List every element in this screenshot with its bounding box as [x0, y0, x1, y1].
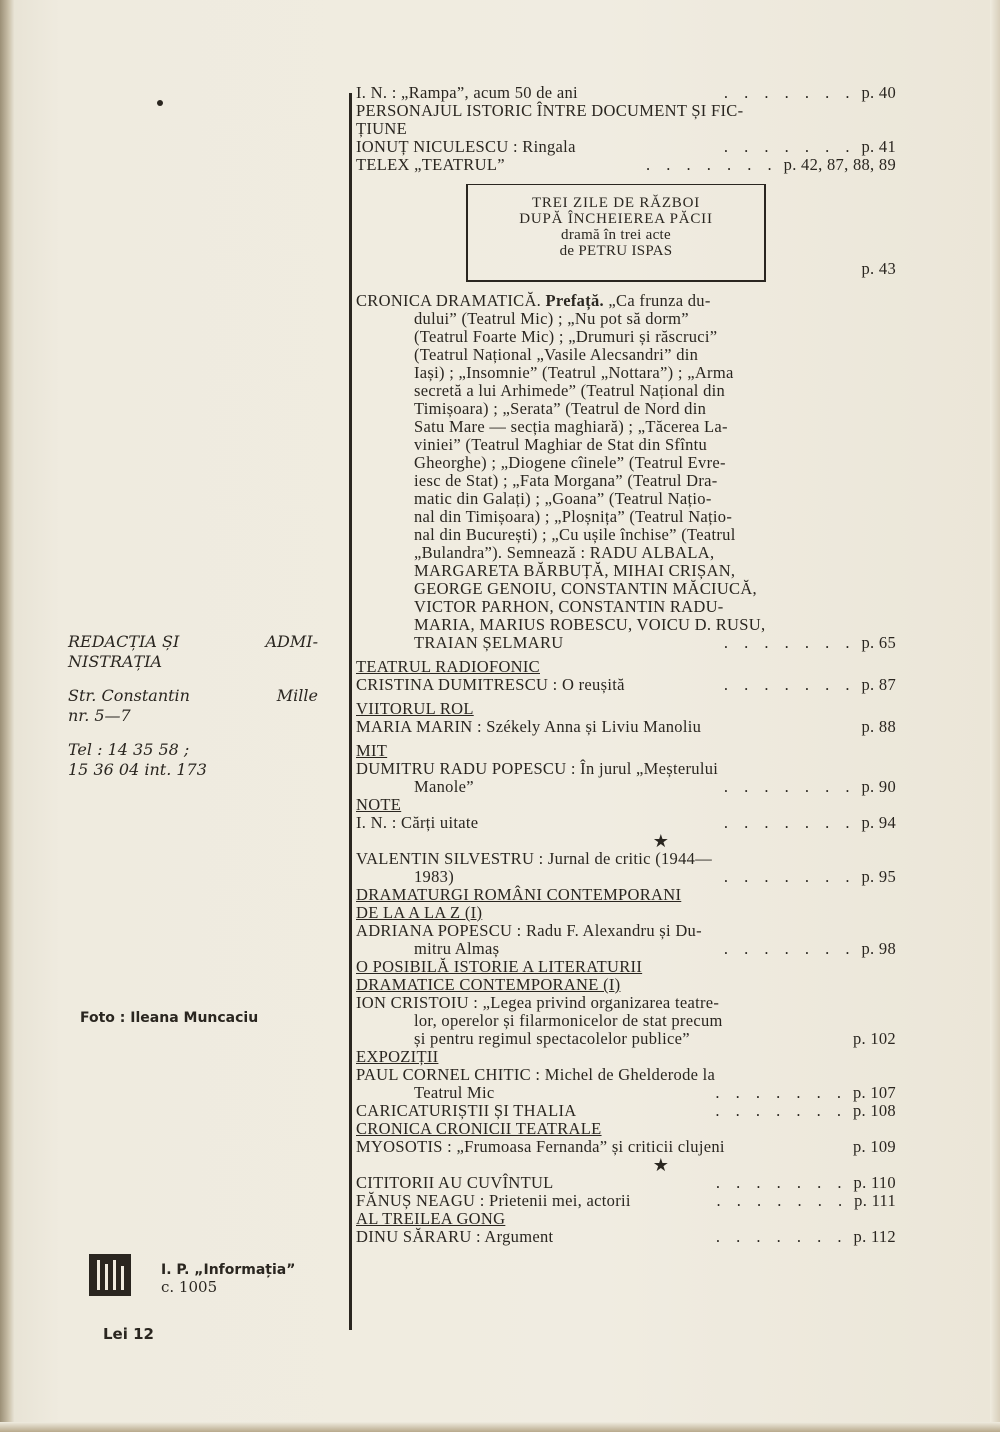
- phone-line: 15 36 04 int. 173: [68, 760, 207, 779]
- address-line: NISTRAȚIA: [68, 652, 163, 671]
- toc-entry[interactable]: I. N. : „Rampa”, acum 50 de ani . . . . . . . p. 40: [356, 83, 896, 102]
- section-heading: MIT: [356, 741, 388, 760]
- toc-entry-title: ȚIUNE: [356, 119, 407, 138]
- toc-page-number: p. 108: [852, 1101, 896, 1120]
- column-divider: [349, 93, 352, 1330]
- toc-entry[interactable]: I. N. : Cărți uitate . . . . . . . p. 94: [356, 813, 896, 832]
- address-line: nr. 5—7: [68, 706, 131, 725]
- printer-imprint: [89, 1254, 295, 1296]
- toc-page-number: p. 98: [861, 939, 896, 958]
- printer-code: c. 1005: [161, 1278, 218, 1296]
- toc-entry-title: MARIA MARIN : Székely Anna și Liviu Manoliu: [356, 717, 702, 736]
- toc-entry-title: ADRIANA POPESCU : Radu F. Alexandru și Du-: [356, 921, 702, 940]
- toc-page-number: p. 94: [861, 813, 896, 832]
- section-heading: NOTE: [356, 795, 402, 814]
- editorial-address: [68, 632, 318, 780]
- address-line: Str. Constantin: [68, 686, 190, 705]
- toc-entry-title: CARICATURIȘTII ȘI THALIA: [356, 1101, 577, 1120]
- toc-entry-title: I. N. : Cărți uitate: [356, 813, 479, 832]
- toc-entry[interactable]: ION CRISTOIU : „Legea privind organizarea teatre- lor, operelor și filarmonicelor de stat precum și pentru regimul spectacolelor publice” p. 102: [356, 993, 896, 1048]
- section-heading: O POSIBILĂ ISTORIE A LITERATURII: [356, 957, 643, 976]
- toc-entry-title: CRISTINA DUMITRESCU : O reușită: [356, 675, 625, 694]
- toc-entry-lead: Prefață.: [545, 291, 604, 310]
- printer-logo-icon: [89, 1254, 131, 1296]
- toc-entry[interactable]: [356, 718, 896, 736]
- section-heading: AL TREILEA GONG: [356, 1209, 506, 1228]
- toc-page-number: p. 40: [861, 83, 896, 102]
- section-heading: CRONICA DRAMATICĂ.: [356, 291, 542, 310]
- section-heading: CRONICA CRONICII TEATRALE: [356, 1119, 602, 1138]
- section-heading: VIITORUL ROL: [356, 699, 474, 718]
- toc-entry-title: I. N. : „Rampa”, acum 50 de ani: [356, 83, 578, 102]
- toc-entry-title: DINU SĂRARU : Argument: [356, 1227, 554, 1246]
- toc-entry[interactable]: CRISTINA DUMITRESCU : O reușită . . . . . . . p. 87: [356, 675, 896, 694]
- photo-credit: Foto : Ileana Muncaciu: [80, 1010, 259, 1026]
- toc-entry[interactable]: ADRIANA POPESCU : Radu F. Alexandru și Du- mitru Almaș . . . . . . . p. 98: [356, 921, 896, 958]
- toc-entry[interactable]: DUMITRU RADU POPESCU : În jurul „Meșterului Manole” . . . . . . . p. 90: [356, 759, 896, 796]
- toc-entry-title: MYOSOTIS : „Frumoasa Fernanda” și criticii clujeni: [356, 1137, 725, 1156]
- toc-page-number: p. 87: [861, 675, 896, 694]
- toc-entry[interactable]: CITITORII AU CUVÎNTUL . . . . . . . p. 110: [356, 1173, 896, 1192]
- toc-entry-title: CITITORII AU CUVÎNTUL: [356, 1173, 554, 1192]
- bullet-dot: [157, 100, 163, 106]
- toc-entry[interactable]: IONUȚ NICULESCU : Ringala . . . . . . . p. 41: [356, 137, 896, 156]
- toc-page-number: p. 110: [853, 1173, 896, 1192]
- toc-entry-title: DUMITRU RADU POPESCU : În jurul „Meșterului: [356, 759, 719, 778]
- address-line: ADMI-: [265, 632, 318, 651]
- play-title: TREI ZILE DE RĂZBOI: [531, 195, 701, 211]
- toc-entry-title: TELEX „TEATRUL”: [356, 155, 505, 174]
- toc-page-number: p. 95: [861, 867, 896, 886]
- phone-line: Tel : 14 35 58 ;: [68, 740, 190, 759]
- toc-page-number: p. 111: [854, 1191, 896, 1210]
- toc-entry-cronica[interactable]: CRONICA DRAMATICĂ. Prefață. „Ca frunza du- dului” (Teatrul Mic) ; „Nu pot să dorm” (Teatrul Foarte Mic) ; „Drumuri și răscruci” (Teatrul Național „Vasile Alecsandri” din Iași) ; „Insomnie” (Teatrul „Nottara”) ; „Arma secretă a lui Arhimede” (Teatrul Național din Timișoara) ; „Serata” (Teatrul de Nord din Satu Mare — secția maghiară) ; „Tăcerea La- viniei” (Teatrul Maghiar de Stat din Sfîntu Gheorghe) ; „Diogene cîinele” (Teatrul Evre- iesc de Stat) ; „Fata Morgana” (Teatrul Dra- matic din Galați) ; „Goana” (Teatrul Națio- nal din Timișoara) ; „Ploșnița” (Teatrul Națio- nal din București) ; „Cu ușile închise” (Teatrul „Bulandra”). Semnează : RADU ALBALA, MARGARETA BĂRBUȚĂ, MIHAI CRIȘAN, GEORGE GENOIU, CONSTANTIN MĂCIUCĂ, VICTOR PARHON, CONSTANTIN RADU- MARIA, MARIUS ROBESCU, VOICU D. RUSU, TRAIAN ȘELMARU . . . . . . . p. 65: [356, 291, 896, 652]
- page-edge-right: [990, 0, 1000, 1432]
- section-heading: EXPOZIȚII: [356, 1047, 439, 1066]
- section-heading: DE LA A LA Z (I): [356, 903, 483, 922]
- toc-entry-title: IONUȚ NICULESCU : Ringala: [356, 137, 576, 156]
- star-separator-icon: ★: [652, 831, 670, 851]
- printer-name: I. P. „Informația”: [161, 1262, 296, 1278]
- toc-entry-title: FĂNUȘ NEAGU : Prietenii mei, actorii: [356, 1191, 631, 1210]
- toc-entry[interactable]: TELEX „TEATRUL” . . . . . . . p. 42, 87, 88, 89: [356, 155, 896, 174]
- price-label: Lei 12: [103, 1325, 154, 1343]
- toc-page-number: p. 102: [852, 1029, 896, 1048]
- table-of-contents: [356, 84, 896, 1246]
- toc-page-number: p. 88: [861, 717, 896, 736]
- toc-page-number: p. 112: [853, 1227, 896, 1246]
- featured-play-box: [466, 184, 766, 282]
- toc-entry-title: PERSONAJUL ISTORIC ÎNTRE DOCUMENT ȘI FIC-: [356, 101, 744, 120]
- play-title: DUPĂ ÎNCHEIEREA PĂCII: [519, 211, 713, 227]
- section-heading: TEATRUL RADIOFONIC: [356, 657, 540, 676]
- play-author: de PETRU ISPAS: [559, 243, 673, 259]
- section-heading: DRAMATICE CONTEMPORANE (I): [356, 975, 621, 994]
- section-heading: DRAMATURGI ROMÂNI CONTEMPORANI: [356, 885, 682, 904]
- play-genre: dramă în trei acte: [561, 227, 671, 243]
- address-line: REDACȚIA ȘI: [68, 632, 180, 651]
- page-binding: [0, 0, 14, 1432]
- toc-entry[interactable]: CARICATURIȘTII ȘI THALIA . . . . . . . p. 108: [356, 1101, 896, 1120]
- toc-page-number: p. 43: [861, 259, 896, 278]
- toc-entry-title: VALENTIN SILVESTRU : Jurnal de critic (1944—: [356, 849, 712, 868]
- toc-page-number: p. 65: [861, 633, 896, 652]
- toc-entry[interactable]: FĂNUȘ NEAGU : Prietenii mei, actorii . . . . . . . p. 111: [356, 1191, 896, 1210]
- featured-play[interactable]: [356, 180, 896, 292]
- toc-entry[interactable]: PAUL CORNEL CHITIC : Michel de Ghelderode la Teatrul Mic . . . . . . . p. 107: [356, 1065, 896, 1102]
- page-edge-bottom: [0, 1422, 1000, 1432]
- toc-page-number: p. 90: [861, 777, 896, 796]
- toc-entry[interactable]: DINU SĂRARU : Argument . . . . . . . p. 112: [356, 1227, 896, 1246]
- address-line: Mille: [276, 686, 318, 705]
- toc-page-number: p. 41: [861, 137, 896, 156]
- toc-entry-title: ION CRISTOIU : „Legea privind organizarea teatre-: [356, 993, 720, 1012]
- toc-entry[interactable]: [356, 1138, 896, 1156]
- toc-page-number: p. 42, 87, 88, 89: [783, 155, 896, 174]
- toc-entry-title: PAUL CORNEL CHITIC : Michel de Ghelderode la: [356, 1065, 716, 1084]
- toc-page-number: p. 107: [852, 1083, 896, 1102]
- toc-page-number: p. 109: [852, 1137, 896, 1156]
- star-separator-icon: ★: [652, 1155, 670, 1175]
- toc-entry[interactable]: VALENTIN SILVESTRU : Jurnal de critic (1944— 1983) . . . . . . . p. 95: [356, 849, 896, 886]
